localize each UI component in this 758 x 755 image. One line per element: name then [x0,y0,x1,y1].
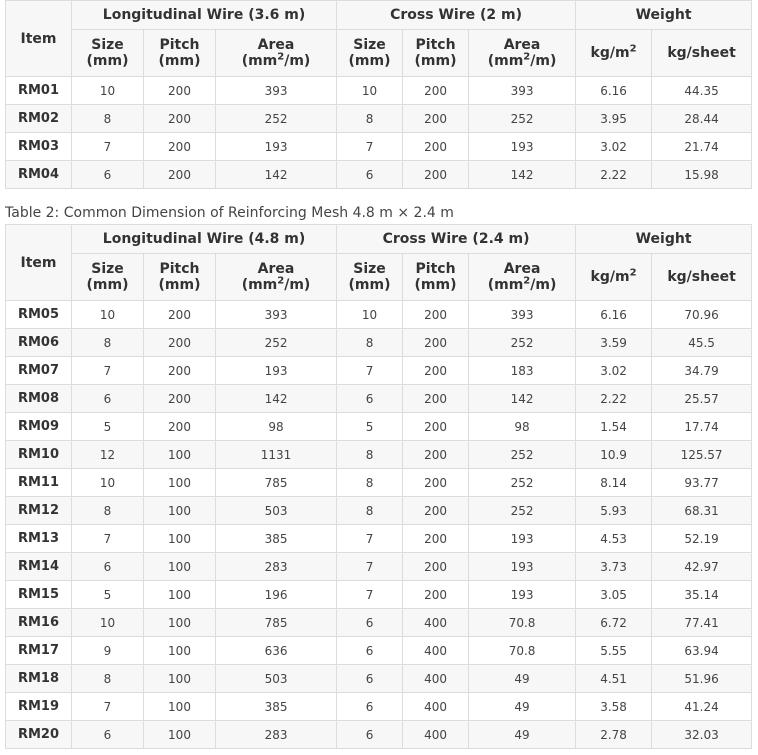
cell-cross-pitch: 200 [403,525,469,553]
mesh-table-3.6x2 [5,0,752,189]
size-label: Size [353,37,386,53]
cell-cross-pitch: 200 [403,357,469,385]
area-unit-post: /m) [284,277,311,293]
cell-item: RM01 [6,77,72,105]
table-row [6,525,752,553]
cell-cross-pitch: 200 [403,497,469,525]
cell-long-pitch: 100 [144,497,216,525]
cell-long-area: 1131 [216,441,337,469]
area-unit: (mm [241,53,278,69]
cell-cross-pitch: 200 [403,105,469,133]
pitch-label: Pitch [415,261,456,277]
header-weight: Weight [576,225,752,254]
header-area [469,30,576,77]
cell-cross-area: 183 [469,357,576,385]
cell-cross-size: 6 [337,665,403,693]
mesh-table-4.8x2.4 [5,224,752,749]
cell-long-pitch: 200 [144,385,216,413]
cell-cross-area: 142 [469,161,576,189]
header-size [337,254,403,301]
header-pitch [144,254,216,301]
table-row [6,133,752,161]
cell-kg-per-sheet: 34.79 [652,357,752,385]
cell-item: RM04 [6,161,72,189]
cell-cross-pitch: 200 [403,581,469,609]
cell-long-pitch: 200 [144,301,216,329]
cell-cross-size: 6 [337,385,403,413]
cell-cross-pitch: 200 [403,385,469,413]
cell-cross-size: 7 [337,525,403,553]
cell-kg-per-m2: 2.22 [576,385,652,413]
cell-kg-per-sheet: 44.35 [652,77,752,105]
area-label: Area [257,37,295,53]
table-row [6,301,752,329]
cell-long-size: 10 [72,609,144,637]
cell-long-area: 142 [216,385,337,413]
size-label: Size [91,37,124,53]
cell-cross-size: 7 [337,553,403,581]
cell-cross-pitch: 200 [403,469,469,497]
table-row [6,161,752,189]
cell-kg-per-sheet: 45.5 [652,329,752,357]
cell-kg-per-m2: 3.02 [576,357,652,385]
cell-cross-pitch: 200 [403,553,469,581]
cell-long-area: 98 [216,413,337,441]
cell-kg-per-m2: 6.16 [576,77,652,105]
header-item: Item [6,225,72,301]
cell-cross-size: 8 [337,329,403,357]
cell-long-pitch: 100 [144,721,216,749]
cell-long-size: 8 [72,329,144,357]
cell-long-area: 503 [216,497,337,525]
cell-kg-per-sheet: 70.96 [652,301,752,329]
cell-kg-per-sheet: 68.31 [652,497,752,525]
cell-long-pitch: 200 [144,329,216,357]
cell-kg-per-m2: 10.9 [576,441,652,469]
table2-body [6,301,752,749]
cell-item: RM06 [6,329,72,357]
cell-long-area: 393 [216,301,337,329]
table-row [6,441,752,469]
cell-long-size: 7 [72,357,144,385]
header-pitch [403,30,469,77]
cell-long-area: 252 [216,105,337,133]
cell-long-area: 393 [216,77,337,105]
cell-long-size: 7 [72,693,144,721]
cell-kg-per-sheet: 25.57 [652,385,752,413]
cell-cross-area: 193 [469,553,576,581]
header-size [72,30,144,77]
cell-long-size: 8 [72,105,144,133]
cell-long-pitch: 200 [144,357,216,385]
cell-kg-per-m2: 2.22 [576,161,652,189]
cell-item: RM14 [6,553,72,581]
cell-long-size: 5 [72,413,144,441]
area-unit: (mm [241,277,278,293]
cell-long-pitch: 200 [144,105,216,133]
size-label: Size [353,261,386,277]
cell-item: RM20 [6,721,72,749]
area-unit: (mm [487,53,524,69]
cell-long-pitch: 100 [144,693,216,721]
cell-cross-area: 193 [469,133,576,161]
area-unit-sup: 2 [523,51,531,63]
cell-cross-area: 193 [469,525,576,553]
cell-kg-per-m2: 3.95 [576,105,652,133]
cell-long-size: 10 [72,301,144,329]
table-row [6,413,752,441]
cell-item: RM08 [6,385,72,413]
cell-cross-size: 6 [337,721,403,749]
cell-long-pitch: 200 [144,161,216,189]
cell-cross-pitch: 200 [403,161,469,189]
table2-caption: Table 2: Common Dimension of Reinforcing Mesh 4.8 m × 2.4 m [5,205,454,221]
cell-cross-pitch: 200 [403,301,469,329]
cell-long-area: 193 [216,357,337,385]
table-row [6,385,752,413]
pitch-unit: (mm) [414,277,457,293]
cell-item: RM07 [6,357,72,385]
cell-long-pitch: 100 [144,581,216,609]
cell-kg-per-m2: 3.58 [576,693,652,721]
cell-cross-area: 70.8 [469,637,576,665]
cell-cross-size: 7 [337,581,403,609]
cell-long-area: 252 [216,329,337,357]
area-label: Area [257,261,295,277]
cell-cross-pitch: 200 [403,77,469,105]
cell-kg-per-sheet: 15.98 [652,161,752,189]
cell-cross-pitch: 400 [403,693,469,721]
header-size [337,30,403,77]
table-row [6,665,752,693]
area-unit: (mm [487,277,524,293]
cell-cross-size: 8 [337,497,403,525]
cell-kg-per-m2: 4.51 [576,665,652,693]
cell-long-area: 785 [216,609,337,637]
kgm2-label: kg/m [590,269,630,285]
cell-kg-per-m2: 5.55 [576,637,652,665]
area-label: Area [503,261,541,277]
cell-cross-size: 10 [337,301,403,329]
kgm2-sup: 2 [629,267,637,279]
cell-long-size: 6 [72,385,144,413]
cell-kg-per-sheet: 63.94 [652,637,752,665]
cell-long-area: 385 [216,525,337,553]
cell-cross-area: 49 [469,721,576,749]
cell-long-pitch: 100 [144,637,216,665]
cell-cross-pitch: 200 [403,329,469,357]
cell-kg-per-m2: 4.53 [576,525,652,553]
cell-kg-per-m2: 2.78 [576,721,652,749]
cell-item: RM13 [6,525,72,553]
cell-long-size: 8 [72,665,144,693]
cell-kg-per-sheet: 51.96 [652,665,752,693]
header-kg-per-sheet: kg/sheet [652,254,752,301]
pitch-unit: (mm) [158,277,201,293]
cell-long-area: 636 [216,637,337,665]
cell-kg-per-sheet: 35.14 [652,581,752,609]
cell-item: RM03 [6,133,72,161]
cell-long-pitch: 200 [144,413,216,441]
cell-cross-size: 7 [337,357,403,385]
cell-kg-per-sheet: 21.74 [652,133,752,161]
table-row [6,553,752,581]
cell-kg-per-sheet: 93.77 [652,469,752,497]
cell-cross-area: 252 [469,497,576,525]
cell-cross-area: 70.8 [469,609,576,637]
cell-cross-area: 393 [469,77,576,105]
cell-cross-pitch: 200 [403,133,469,161]
cell-cross-size: 8 [337,105,403,133]
cell-long-area: 196 [216,581,337,609]
cell-cross-size: 7 [337,133,403,161]
cell-kg-per-m2: 3.73 [576,553,652,581]
cell-long-size: 8 [72,497,144,525]
cell-cross-size: 5 [337,413,403,441]
cell-long-size: 12 [72,441,144,469]
area-label: Area [503,37,541,53]
kgm2-label: kg/m [590,45,630,61]
table-row [6,469,752,497]
header-kg-per-m2 [576,30,652,77]
cell-long-pitch: 100 [144,469,216,497]
cell-item: RM02 [6,105,72,133]
cell-cross-size: 8 [337,441,403,469]
cell-item: RM18 [6,665,72,693]
table-row [6,77,752,105]
cell-cross-area: 193 [469,581,576,609]
cell-long-size: 10 [72,469,144,497]
cell-cross-area: 98 [469,413,576,441]
cell-long-area: 503 [216,665,337,693]
cell-kg-per-sheet: 28.44 [652,105,752,133]
cell-cross-area: 49 [469,693,576,721]
table-row [6,329,752,357]
cell-cross-size: 10 [337,77,403,105]
cell-kg-per-m2: 3.02 [576,133,652,161]
cell-item: RM11 [6,469,72,497]
cell-kg-per-sheet: 17.74 [652,413,752,441]
sub-header-row [6,30,752,77]
pitch-unit: (mm) [414,53,457,69]
pitch-label: Pitch [415,37,456,53]
header-kg-per-m2 [576,254,652,301]
cell-long-size: 7 [72,133,144,161]
header-cross-wire: Cross Wire (2 m) [337,1,576,30]
header-item: Item [6,1,72,77]
cell-cross-pitch: 200 [403,413,469,441]
pitch-label: Pitch [159,261,200,277]
cell-long-size: 7 [72,525,144,553]
cell-cross-area: 252 [469,105,576,133]
table-row [6,581,752,609]
cell-cross-area: 142 [469,385,576,413]
header-pitch [144,30,216,77]
pitch-label: Pitch [159,37,200,53]
cell-kg-per-sheet: 125.57 [652,441,752,469]
cell-item: RM15 [6,581,72,609]
cell-long-area: 193 [216,133,337,161]
size-unit: (mm) [348,53,391,69]
table-row [6,637,752,665]
cell-long-pitch: 100 [144,553,216,581]
cell-kg-per-m2: 6.72 [576,609,652,637]
area-unit-sup: 2 [523,275,531,287]
size-unit: (mm) [86,277,129,293]
cell-item: RM05 [6,301,72,329]
header-area [216,254,337,301]
cell-kg-per-sheet: 32.03 [652,721,752,749]
table-row [6,693,752,721]
cell-cross-area: 393 [469,301,576,329]
cell-long-area: 142 [216,161,337,189]
table1-body [6,77,752,189]
cell-cross-size: 6 [337,693,403,721]
table-row [6,721,752,749]
cell-cross-pitch: 400 [403,637,469,665]
header-cross-wire: Cross Wire (2.4 m) [337,225,576,254]
cell-cross-area: 252 [469,469,576,497]
cell-kg-per-m2: 3.59 [576,329,652,357]
area-unit-post: /m) [530,53,557,69]
cell-long-pitch: 100 [144,441,216,469]
cell-cross-area: 252 [469,329,576,357]
area-unit-post: /m) [530,277,557,293]
cell-item: RM12 [6,497,72,525]
cell-item: RM16 [6,609,72,637]
cell-cross-pitch: 200 [403,441,469,469]
cell-long-pitch: 200 [144,77,216,105]
header-size [72,254,144,301]
header-area [216,30,337,77]
kgm2-sup: 2 [629,43,637,55]
cell-cross-size: 6 [337,609,403,637]
cell-kg-per-m2: 5.93 [576,497,652,525]
cell-cross-size: 6 [337,161,403,189]
cell-item: RM17 [6,637,72,665]
cell-kg-per-m2: 3.05 [576,581,652,609]
table-row [6,609,752,637]
pitch-unit: (mm) [158,53,201,69]
cell-cross-size: 6 [337,637,403,665]
cell-long-size: 6 [72,553,144,581]
table-row [6,105,752,133]
cell-cross-area: 49 [469,665,576,693]
size-unit: (mm) [348,277,391,293]
header-longitudinal-wire: Longitudinal Wire (3.6 m) [72,1,337,30]
cell-item: RM10 [6,441,72,469]
cell-long-size: 6 [72,161,144,189]
area-unit-sup: 2 [277,275,285,287]
cell-cross-pitch: 400 [403,721,469,749]
area-unit-post: /m) [284,53,311,69]
cell-cross-pitch: 400 [403,609,469,637]
cell-kg-per-m2: 1.54 [576,413,652,441]
sub-header-row [6,254,752,301]
header-kg-per-sheet: kg/sheet [652,30,752,77]
cell-long-size: 10 [72,77,144,105]
header-pitch [403,254,469,301]
header-longitudinal-wire: Longitudinal Wire (4.8 m) [72,225,337,254]
cell-long-pitch: 100 [144,665,216,693]
area-unit-sup: 2 [277,51,285,63]
cell-long-area: 283 [216,721,337,749]
cell-long-size: 5 [72,581,144,609]
cell-item: RM09 [6,413,72,441]
size-label: Size [91,261,124,277]
header-weight: Weight [576,1,752,30]
cell-item: RM19 [6,693,72,721]
cell-long-size: 9 [72,637,144,665]
cell-long-area: 785 [216,469,337,497]
cell-kg-per-sheet: 42.97 [652,553,752,581]
cell-cross-size: 8 [337,469,403,497]
cell-long-size: 6 [72,721,144,749]
cell-kg-per-sheet: 41.24 [652,693,752,721]
cell-cross-pitch: 400 [403,665,469,693]
cell-cross-area: 252 [469,441,576,469]
cell-long-pitch: 200 [144,133,216,161]
cell-kg-per-sheet: 52.19 [652,525,752,553]
cell-long-pitch: 100 [144,609,216,637]
cell-long-area: 283 [216,553,337,581]
cell-long-area: 385 [216,693,337,721]
size-unit: (mm) [86,53,129,69]
table-row [6,357,752,385]
cell-kg-per-m2: 6.16 [576,301,652,329]
header-area [469,254,576,301]
cell-kg-per-sheet: 77.41 [652,609,752,637]
cell-kg-per-m2: 8.14 [576,469,652,497]
table-row [6,497,752,525]
cell-long-pitch: 100 [144,525,216,553]
